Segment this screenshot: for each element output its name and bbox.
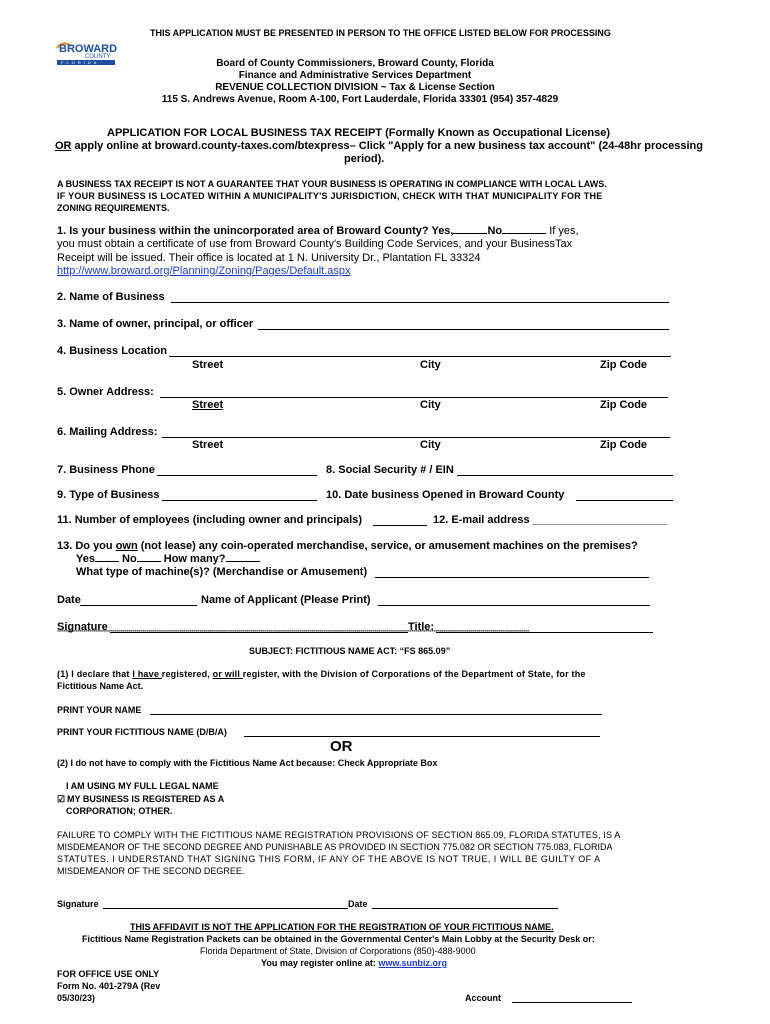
opt2b-label: CORPORATION; OTHER.: [66, 806, 173, 816]
decl-a: (1) I declare that: [57, 669, 133, 679]
decl-b: registered,: [161, 669, 213, 679]
q12-label[interactable]: 12. E-mail address ______________________: [433, 514, 668, 526]
affidavit-note: THIS AFFIDAVIT IS NOT THE APPLICATION FOR THE REGISTRATION OF YOUR FICTITIOUS NAME.: [130, 922, 554, 932]
office-line2: Form No. 401-279A (Rev: [57, 981, 161, 991]
date-label: Date: [57, 594, 81, 606]
q1: [57, 225, 579, 237]
signature-label: Signature: [57, 621, 108, 633]
decl-have: I have: [132, 669, 162, 679]
q6-city: City: [420, 439, 441, 451]
account-label: Account: [465, 993, 501, 1003]
header-line1: Board of County Commissioners, Broward County, Florida: [216, 58, 494, 69]
q1-yes-blank[interactable]: [453, 233, 487, 234]
q4-street: Street: [192, 359, 224, 371]
q1-line2: you must obtain a certificate of use from Broward County's Building Code Services, and your BusinessTax: [57, 238, 573, 250]
fail-line3: STATUTES. I UNDERSTAND THAT SIGNING THIS FORM, IF ANY OF THE ABOVE IS NOT TRUE, I WILL BE GUILTY OF A: [57, 854, 601, 864]
q13-no: No: [122, 553, 137, 565]
opt2-label: MY BUSINESS IS REGISTERED AS A: [67, 794, 225, 804]
q5-city: City: [420, 399, 441, 411]
or-divider: OR: [330, 738, 353, 755]
office-line1: FOR OFFICE USE ONLY: [57, 969, 160, 979]
owner-name-field[interactable]: [258, 329, 669, 330]
title-period: period).: [344, 153, 385, 165]
zoning-link[interactable]: http://www.broward.org/Planning/Zoning/Pages/Default.aspx: [57, 265, 351, 277]
fail-line4: MISDEMEANOR OF THE SECOND DEGREE.: [57, 866, 245, 876]
date-field[interactable]: [80, 605, 197, 606]
account-field[interactable]: [512, 1002, 632, 1003]
q8-label: 8. Social Security # / EIN: [326, 464, 454, 476]
business-type-field[interactable]: [162, 500, 317, 501]
q13-howmany-blank[interactable]: [226, 561, 260, 562]
date-opened-field[interactable]: [576, 500, 673, 501]
title-online: [55, 140, 703, 152]
q11-label: 11. Number of employees (including owner and principals): [57, 514, 363, 526]
title-main: APPLICATION FOR LOCAL BUSINESS TAX RECEIPT (Formally Known as Occupational License): [107, 127, 611, 139]
fict-decl1: [57, 669, 586, 679]
warning-line3: ZONING REQUIREMENTS.: [57, 203, 170, 213]
register-note: [261, 958, 447, 968]
fict-subject: SUBJECT: FICTITIOUS NAME ACT: “FS 865.09”: [249, 646, 451, 656]
logo-text: BROWARD: [59, 43, 117, 55]
q4-label: 4. Business Location: [57, 345, 168, 357]
fict-decl2: (2) I do not have to comply with the Fictitious Name Act because: Check Appropriate Box: [57, 758, 438, 768]
opt2: [57, 794, 224, 805]
decl-will: or will: [212, 669, 243, 679]
fail-line2: MISDEMEANOR OF THE SECOND DEGREE AND PUNISHABLE AS PROVIDED IN SECTION 775.082 OR SECTION 775.083, FLORIDA: [57, 842, 613, 852]
owner-address-field[interactable]: [160, 397, 668, 398]
checkbox-icon[interactable]: ☑: [57, 794, 66, 804]
fict-signature-field[interactable]: [103, 908, 348, 909]
header-line4: 115 S. Andrews Avenue, Room A-100, Fort Lauderdale, Florida 33301 (954) 357-4829: [161, 94, 559, 105]
q13-howmany: How many?: [163, 553, 226, 565]
warning-line1: A BUSINESS TAX RECEIPT IS NOT A GUARANTEE THAT YOUR BUSINESS IS OPERATING IN COMPLIANCE WITH LOCAL LAWS.: [57, 179, 607, 189]
q6-street: Street: [192, 439, 224, 451]
applicant-name-label: Name of Applicant (Please Print): [201, 594, 371, 606]
division-note: Florida Department of State, Division of Corporations (850)-488-9000: [200, 946, 476, 956]
fict-decl1-line2: Fictitious Name Act.: [57, 681, 144, 691]
title-online-text: apply online at broward.county-taxes.com/btexpress– Click "Apply for a new business tax account" (24-48hr processing: [71, 140, 703, 152]
q13-b: (not lease) any coin-operated merchandise, service, or amusement machines on the premises?: [137, 540, 638, 552]
header-line2: Finance and Administrative Services Department: [238, 70, 472, 81]
opt1-label: I AM USING MY FULL LEGAL NAME: [66, 781, 219, 791]
mailing-address-field[interactable]: [162, 437, 670, 438]
fict-signature-label: Signature: [57, 899, 99, 909]
print-fict-label: PRINT YOUR FICTITIOUS NAME (D/B/A): [57, 727, 227, 737]
applicant-name-field[interactable]: [378, 605, 650, 606]
q1-no: No: [487, 225, 503, 237]
asterisk-divider: ****************************************************************************************************************************************************************************************************************************************: [57, 630, 530, 636]
logo-state: FLORIDA: [61, 60, 100, 65]
q9-label: 9. Type of Business: [57, 489, 160, 501]
header-line3: REVENUE COLLECTION DIVISION ~ Tax & License Section: [215, 82, 495, 93]
q5-label: 5. Owner Address:: [57, 386, 154, 398]
logo-sub: COUNTY: [85, 54, 111, 60]
decl-c: register, with the Division of Corporations of the Department of State, for the: [242, 669, 586, 679]
q13-a: 13. Do you: [57, 540, 116, 552]
q1-line3: Receipt will be issued. Their office is located at 1 N. University Dr., Plantation FL 33324: [57, 252, 481, 264]
title-or: OR: [55, 140, 72, 152]
q4-city: City: [420, 359, 441, 371]
ssn-ein-field[interactable]: [457, 475, 673, 476]
fict-date-field[interactable]: [372, 908, 558, 909]
q2-label: 2. Name of Business: [57, 291, 165, 303]
business-name-field[interactable]: [171, 302, 669, 303]
q13-no-blank[interactable]: [137, 561, 161, 562]
packets-note: Fictitious Name Registration Packets can be obtained in the Governmental Center's Main Lobby at the Security Desk or:: [82, 934, 595, 944]
q13-options: [76, 553, 260, 565]
q10-label: 10. Date business Opened in Broward County: [326, 489, 565, 501]
q13: [57, 540, 638, 552]
sunbiz-link[interactable]: www.sunbiz.org: [378, 958, 448, 968]
fict-date-label: Date: [348, 899, 368, 909]
q6-label: 6. Mailing Address:: [57, 426, 158, 438]
banner: THIS APPLICATION MUST BE PRESENTED IN PERSON TO THE OFFICE LISTED BELOW FOR PROCESSING: [150, 28, 611, 38]
business-phone-field[interactable]: [157, 475, 317, 476]
print-name-field[interactable]: [150, 714, 602, 715]
q6-zip: Zip Code: [600, 439, 648, 451]
q13-own: own: [115, 540, 138, 552]
machine-type-field[interactable]: [375, 577, 649, 578]
q13-machine-type: What type of machine(s)? (Merchandise or Amusement): [76, 566, 368, 578]
office-line3: 05/30/23): [57, 993, 96, 1003]
q5-zip: Zip Code: [600, 399, 648, 411]
q13-yes-blank[interactable]: [95, 561, 119, 562]
q3-label: 3. Name of owner, principal, or officer: [57, 318, 254, 330]
fail-line1: FAILURE TO COMPLY WITH THE FICTITIOUS NAME REGISTRATION PROVISIONS OF SECTION 865.09, FLORIDA STATUTES, IS A: [57, 830, 621, 840]
business-location-field[interactable]: [169, 356, 671, 357]
title-label: Title:: [408, 621, 435, 633]
q4-zip: Zip Code: [600, 359, 648, 371]
q1-ifyes: If yes,: [546, 225, 579, 237]
q5-street: Street: [192, 399, 224, 411]
warning-line2: IF YOUR BUSINESS IS LOCATED WITHIN A MUNICIPALITY'S JURISDICTION, CHECK WITH THAT MUNICIPALITY FOR THE: [57, 191, 603, 201]
employees-field[interactable]: [373, 525, 427, 526]
q1-question: 1. Is your business within the unincorporated area of Broward County? Yes,: [57, 225, 454, 237]
print-fict-field[interactable]: [244, 736, 600, 737]
print-name-label: PRINT YOUR NAME: [57, 705, 142, 715]
q13-yes: Yes: [76, 553, 95, 565]
q7-label: 7. Business Phone: [57, 464, 155, 476]
q1-no-blank[interactable]: [502, 233, 546, 234]
register-text: You may register online at:: [261, 958, 379, 968]
